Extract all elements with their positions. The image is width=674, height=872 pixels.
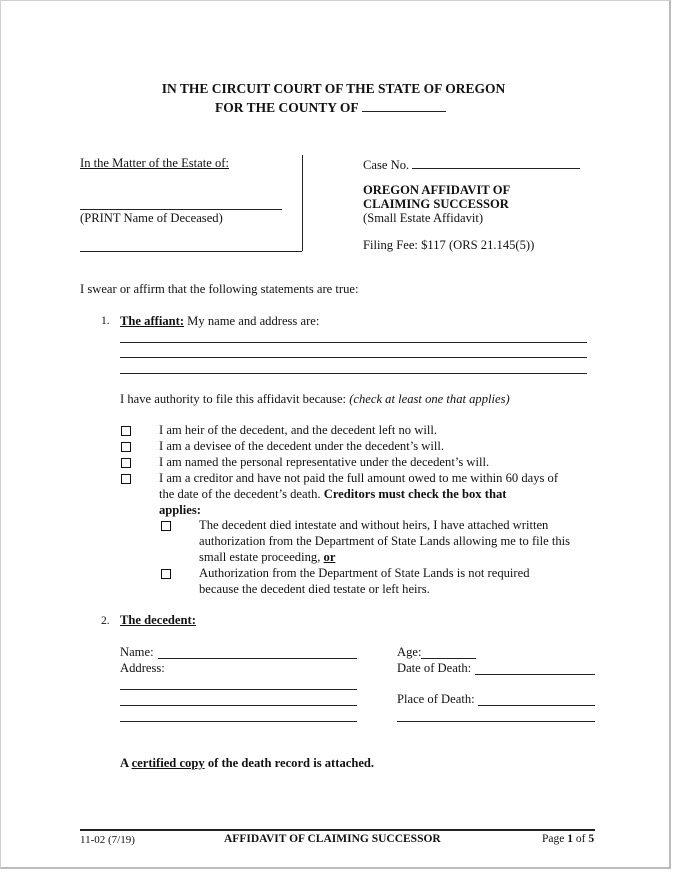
section2-heading: The decedent: [120, 613, 196, 627]
decedent-address-line-1[interactable] [120, 689, 357, 690]
sub-option-intestate-2: authorization from the Department of State Lands allowing me to file this [199, 534, 571, 548]
certified-copy-statement: A certified copy of the death record is attached. [120, 756, 375, 770]
estate-label: In the Matter of the Estate of: [80, 156, 229, 170]
case-number-field[interactable] [412, 156, 580, 169]
county-heading: FOR THE COUNTY OF [215, 99, 446, 116]
oath-text: I swear or affirm that the following statements are true: [80, 282, 359, 296]
page-number: Page 1 of 5 [542, 833, 595, 845]
affiant-address-line-2[interactable] [120, 357, 587, 358]
authority-text: I have authority to file this affidavit because: (check at least one that applies) [120, 392, 510, 406]
sub-option-testate-1: Authorization from the Department of State Lands is not required [199, 566, 530, 580]
option-creditor-cont2: applies: [159, 503, 201, 517]
option-creditor: I am a creditor and have not paid the full amount owed to me within 60 days of [159, 471, 559, 485]
option-creditor-cont: the date of the decedent’s death. Creditors must check the box that [159, 487, 507, 501]
devisee-checkbox[interactable] [121, 442, 131, 452]
death-place-field[interactable] [478, 705, 595, 706]
heir-checkbox[interactable] [121, 426, 131, 436]
creditor-checkbox[interactable] [121, 474, 131, 484]
caption-bottom-rule [80, 251, 302, 252]
decedent-name-label: Name: [120, 645, 154, 659]
section2-number: 2. [101, 615, 110, 627]
affiant-address-line-3[interactable] [120, 373, 587, 374]
deceased-label: (PRINT Name of Deceased) [80, 211, 223, 225]
intestate-checkbox[interactable] [161, 521, 171, 531]
case-number: Case No. [363, 156, 580, 173]
option-devisee: I am a devisee of the decedent under the decedent’s will. [159, 439, 444, 453]
death-date-label: Date of Death: [397, 661, 472, 675]
death-place-label: Place of Death: [397, 692, 475, 706]
testate-checkbox[interactable] [161, 569, 171, 579]
decedent-address-label: Address: [120, 661, 165, 675]
caption-divider [302, 155, 303, 251]
death-date-field[interactable] [475, 674, 595, 675]
option-heir: I am heir of the decedent, and the decedent left no will. [159, 423, 437, 437]
form-title-line1: OREGON AFFIDAVIT OF [363, 183, 511, 197]
footer-rule [80, 829, 595, 831]
personal-rep-checkbox[interactable] [121, 458, 131, 468]
decedent-name-field[interactable] [158, 658, 357, 659]
filing-fee: Filing Fee: $117 (ORS 21.145(5)) [363, 238, 535, 252]
form-subtitle: (Small Estate Affidavit) [363, 211, 484, 225]
decedent-address-line-2[interactable] [120, 705, 357, 706]
age-label: Age: [397, 645, 422, 659]
deceased-name-line[interactable] [80, 209, 282, 210]
section1-heading: The affiant: My name and address are: [120, 314, 320, 328]
form-title-line2: CLAIMING SUCCESSOR [363, 197, 509, 211]
form-number: 11-02 (7/19) [80, 834, 135, 846]
sub-option-intestate-3: small estate proceeding, or [199, 550, 336, 564]
option-personal-rep: I am named the personal representative under the decedent’s will. [159, 455, 490, 469]
sub-option-testate-2: because the decedent died testate or left heirs. [199, 582, 430, 596]
age-field[interactable] [421, 658, 476, 659]
court-heading: IN THE CIRCUIT COURT OF THE STATE OF OREGON [161, 81, 506, 96]
county-blank[interactable] [362, 99, 446, 112]
death-place-field-2[interactable] [397, 721, 595, 722]
sub-option-intestate-1: The decedent died intestate and without heirs, I have attached written [199, 518, 549, 532]
decedent-address-line-3[interactable] [120, 721, 357, 722]
footer-title: AFFIDAVIT OF CLAIMING SUCCESSOR [224, 833, 441, 845]
section1-number: 1. [101, 315, 110, 327]
affiant-address-line-1[interactable] [120, 342, 587, 343]
